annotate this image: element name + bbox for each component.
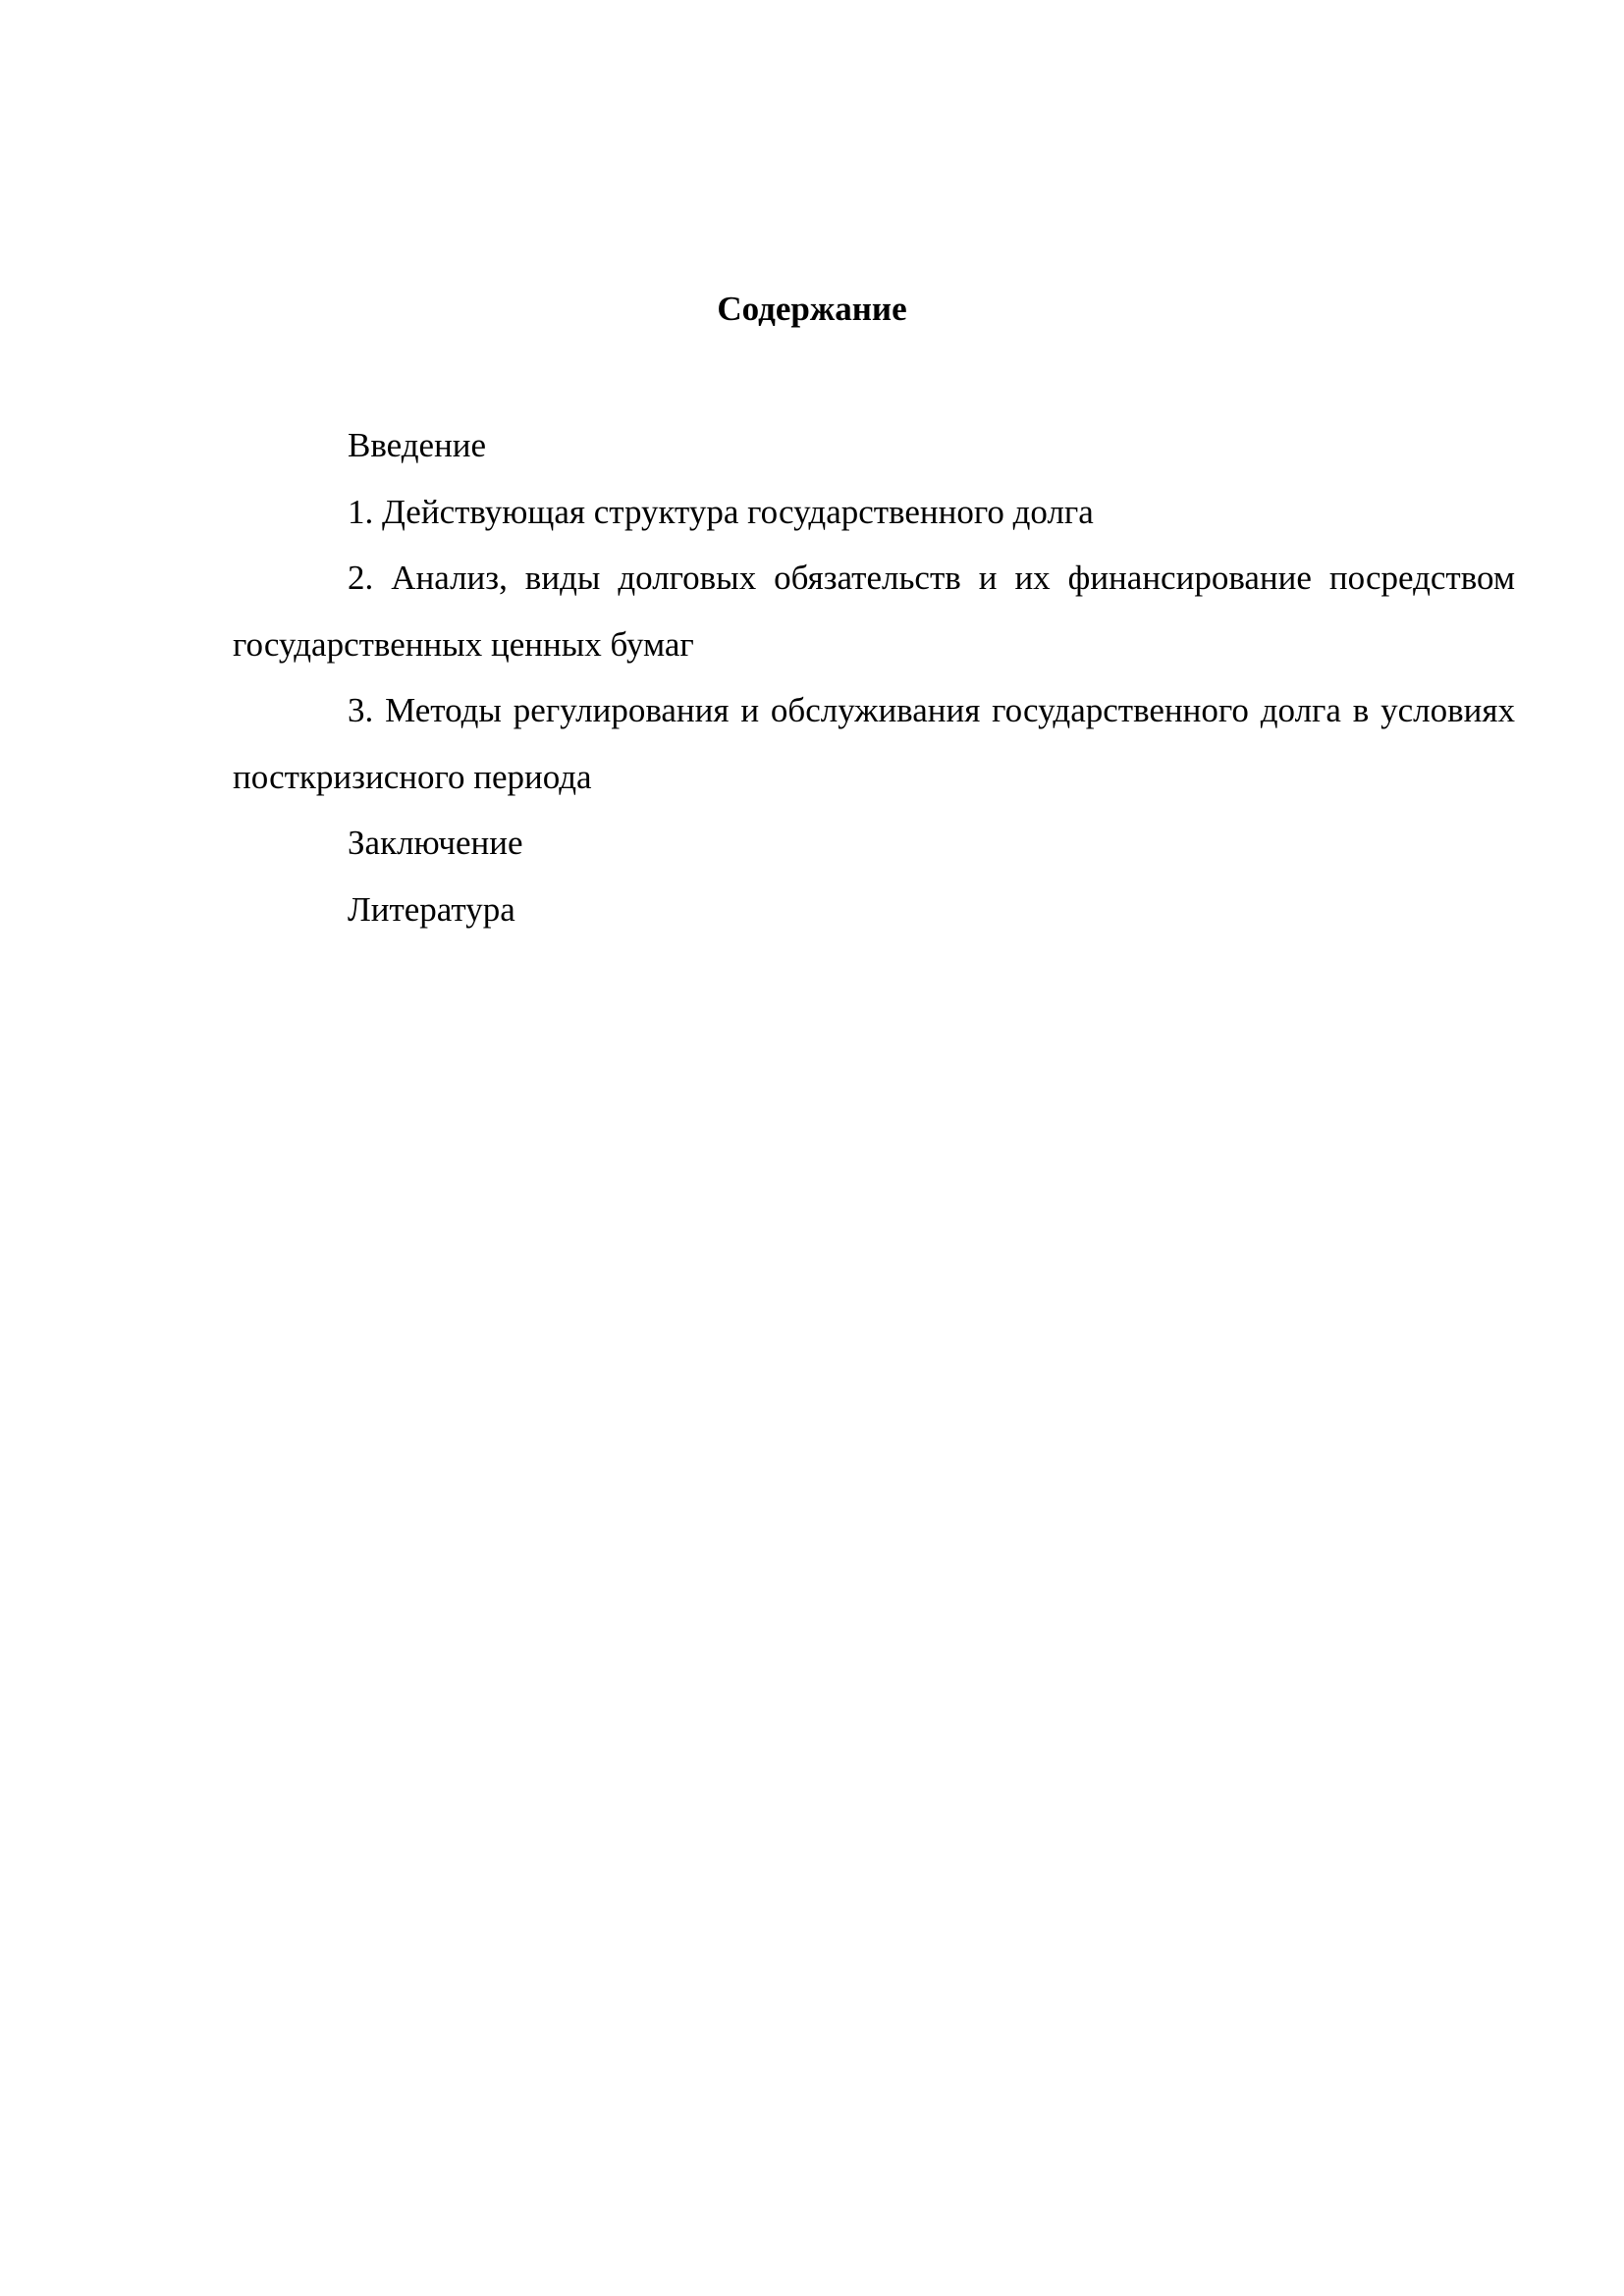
- table-of-contents: [233, 412, 1515, 942]
- toc-item-chapter-1: 1. Действующая структура государственного долга: [348, 492, 1094, 531]
- page-title: Содержание: [717, 290, 907, 328]
- toc-item-chapter-2: 2. Анализ, виды долговых обязательств и их финансирование посредством государственных ценных бумаг: [233, 559, 1515, 664]
- toc-item-introduction: Введение: [348, 426, 487, 464]
- toc-item-chapter-3: 3. Методы регулирования и обслуживания государственного долга в условиях посткризисного периода: [233, 691, 1515, 796]
- toc-item-literature: Литература: [348, 889, 515, 929]
- toc-item-conclusion: Заключение: [348, 824, 523, 862]
